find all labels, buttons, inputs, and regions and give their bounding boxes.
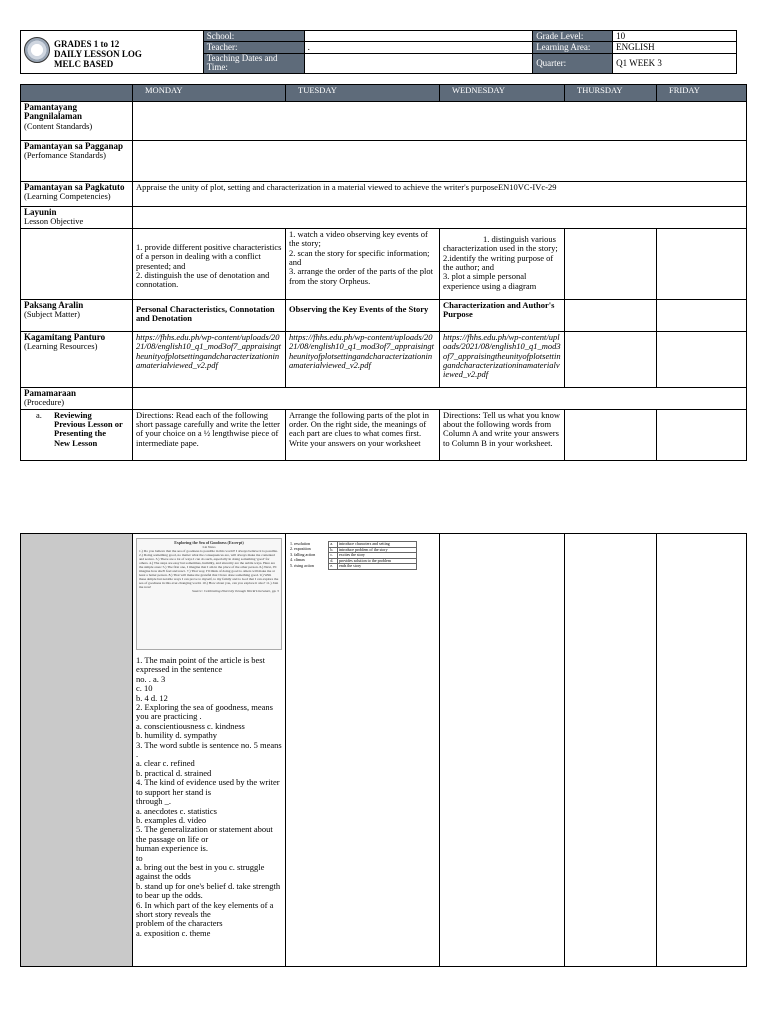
plot-part-meaning: introduce problem of the story: [337, 547, 416, 553]
quiz-line: a. bring out the best in you c. struggle against the odds: [136, 861, 265, 882]
continued-thursday: [565, 534, 657, 967]
review-title: [54, 411, 123, 449]
grade-label: Grade Level:: [533, 31, 613, 42]
performance-standards-row: [21, 141, 747, 182]
subject-text: Characterization and Author's Purpose: [443, 299, 555, 320]
continued-monday: [133, 534, 286, 967]
objective-friday: [657, 228, 747, 299]
lesson-log-table: [20, 84, 747, 461]
row-title: Pamamaraan: [24, 387, 76, 398]
objective-item: 1. provide different positive characteristics of a person in dealing with a conflict presented; and: [136, 241, 282, 271]
objective-item: 2. scan the story for specific information; and: [289, 247, 430, 268]
plot-part-name: 3. falling action: [290, 552, 316, 557]
quiz-line: 4. The kind of evidence used by the writer to support her stand is: [136, 777, 280, 797]
review-label: [21, 409, 133, 460]
objectives-row: [21, 228, 747, 299]
review-title-line: Reviewing: [54, 409, 92, 420]
plot-part-letter: b.: [329, 547, 338, 553]
subject-friday: [657, 299, 747, 331]
review-tuesday: Arrange the following parts of the plot in order. On the right side, the meanings of each part are clues to what comes first. Write your answers on your worksheet: [286, 409, 440, 460]
header-title: [54, 39, 142, 69]
competencies-row: [21, 182, 747, 207]
plot-part-meaning: provides solution to the problem: [337, 558, 416, 564]
day-thursday: THURSDAY: [565, 85, 657, 102]
subject-wednesday: [440, 299, 565, 331]
review-monday: Directions: Read each of the following short passage carefully and write the letter of your choice on a ½ lengthwise piece of intermediate pape.: [133, 409, 286, 460]
header-title-line: GRADES 1 to 12: [54, 39, 120, 49]
resource-link-wednesday[interactable]: https://fhhs.edu.ph/wp-content/uploads/2021/08/english10_q1_mod3of7_appraisingtheunityofplotsettingandcharacterizationinamaterialviewed_v2.pdf: [440, 331, 565, 387]
plot-part-letter: e.: [329, 564, 338, 570]
teacher-value: .: [304, 42, 533, 53]
performance-standards-cell: [133, 141, 747, 182]
resource-thursday: [565, 331, 657, 387]
objective-item: 2.identify the writing purpose of the author; and: [443, 252, 554, 273]
objectives-empty-label: [21, 228, 133, 299]
row-subtitle: (Content Standards): [24, 120, 93, 131]
row-subtitle: Lesson Objective: [24, 216, 84, 227]
row-subtitle: (Subject Matter): [24, 309, 80, 320]
header-title-line: MELC BASED: [54, 59, 114, 69]
quiz-questions: [136, 656, 282, 938]
day-monday: MONDAY: [133, 85, 286, 102]
quiz-line: 6. In which part of the key elements of a short story reveals the: [136, 899, 274, 919]
objective-item: 3. arrange the order of the parts of the plot from the story Orpheus.: [289, 266, 433, 286]
subject-text: Personal Characteristics, Connotation and Denotation: [136, 303, 275, 324]
review-thursday: [565, 409, 657, 460]
row-subtitle: (Procedure): [24, 397, 65, 408]
row-title: Pamantayang Pangnilalaman: [24, 102, 83, 122]
plot-part-meaning: ends the story: [337, 564, 416, 570]
review-friday: [657, 409, 747, 460]
plot-part-name: 2. exposition: [290, 547, 311, 552]
quiz-line: b. humility d. sympathy: [136, 730, 217, 741]
plot-part-name: 4. climax: [290, 558, 305, 563]
subject-text: Observing the Key Events of the Story: [289, 303, 429, 314]
objective-item: 1. distinguish various characterization used in the story;: [443, 233, 558, 254]
quiz-line: 5. The generalization or statement about the passage on life or: [136, 824, 273, 844]
row-title: Kagamitang Panturo: [24, 331, 106, 342]
deped-seal-logo: [24, 37, 50, 63]
subject-matter-label: [21, 299, 133, 331]
objective-item: 3. plot a simple personal experience using a diagram: [443, 271, 537, 291]
dates-label: Teaching Dates and Time:: [203, 53, 304, 74]
content-standards-cell: [133, 102, 747, 141]
review-label-wrap: [24, 411, 129, 449]
row-title: Pamantayan sa Pagganap: [24, 141, 124, 151]
excerpt-source: Source: Celebrating Diversity through World Literature, pp. 5: [192, 589, 279, 593]
area-value: ENGLISH: [613, 42, 737, 53]
quiz-line: a. exposition c. theme: [136, 927, 211, 938]
plot-part-letter: a.: [329, 542, 338, 548]
review-row: [21, 409, 747, 460]
quarter-value: Q1 WEEK 3: [613, 53, 737, 74]
continued-friday: [657, 534, 747, 967]
quiz-line: to: [136, 852, 143, 863]
plot-part-row: [289, 564, 417, 570]
row-subtitle: (Learning Competencies): [24, 191, 111, 202]
objective-thursday: [565, 228, 657, 299]
review-continued-row: [21, 534, 747, 967]
header-table: [20, 30, 737, 74]
procedure-row: [21, 387, 747, 409]
procedure-cell: [133, 387, 747, 409]
review-letter: a.: [36, 409, 42, 420]
school-label: School:: [203, 31, 304, 42]
day-wednesday: WEDNESDAY: [440, 85, 565, 102]
row-title: Layunin: [24, 207, 57, 217]
teacher-label: Teacher:: [203, 42, 304, 53]
subject-monday: [133, 299, 286, 331]
row-title: Pamantayan sa Pagkatuto: [24, 182, 125, 192]
quiz-line: b. examples d. video: [136, 814, 207, 825]
day-tuesday: TUESDAY: [286, 85, 440, 102]
review-title-line: Presenting the: [54, 428, 107, 439]
row-subtitle: (Learning Resources): [24, 341, 98, 352]
day-header-row: [21, 85, 747, 102]
resource-link-tuesday[interactable]: https://fhhs.edu.ph/wp-content/uploads/2021/08/english10_q1_mod3of7_appraisingtheunityofplotsettingandcharacterizationinamaterialviewed_v2.pdf: [286, 331, 440, 387]
continued-label-cell: [21, 534, 133, 967]
subject-tuesday: [286, 299, 440, 331]
continued-tuesday: [286, 534, 440, 967]
review-title-line: Previous Lesson or: [54, 419, 123, 430]
learning-resources-label: [21, 331, 133, 387]
quiz-line: no. . a. 3: [136, 673, 166, 684]
procedure-label: [21, 387, 133, 409]
row-title: Paksang Aralin: [24, 299, 84, 310]
objective-wednesday: [440, 228, 565, 299]
review-wednesday: Directions: Tell us what you know about the following words from Column A and write your answers to Column B in your worksheet.: [440, 409, 565, 460]
row-subtitle: (Perfomance Standards): [24, 150, 106, 161]
plot-part-letter: d.: [329, 558, 338, 564]
competencies-label: [21, 182, 133, 207]
school-value: [304, 31, 533, 42]
competencies-text: Appraise the unity of plot, setting and characterization in a material viewed to achieve the writer's purposeEN10VC-IVc-29: [133, 182, 747, 207]
header-logo-cell: [21, 31, 204, 74]
plot-part-name: 5. rising action: [290, 563, 314, 568]
objective-label-row: [21, 207, 747, 229]
area-label: Learning Area:: [533, 42, 613, 53]
quiz-line: 1. The main point of the article is best expressed in the sentence: [136, 655, 265, 675]
excerpt-title: Exploring the Sea of Goodness (Excerpt): [174, 540, 244, 545]
quiz-line: c. 10: [136, 683, 153, 694]
review-title-line: New Lesson: [54, 437, 98, 448]
resource-link-monday[interactable]: https://fhhs.edu.ph/wp-content/uploads/2021/08/english10_q1_mod3of7_appraisingtheunityofplotsettingandcharacterizationinamaterialviewed_v2.pdf: [133, 331, 286, 387]
header-title-line: DAILY LESSON LOG: [54, 49, 142, 59]
objective-item: 1. watch a video observing key events of the story;: [289, 228, 428, 249]
quiz-line: a. anecdotes c. statistics: [136, 805, 217, 816]
quiz-line: problem of the characters: [136, 918, 223, 929]
objective-monday: [133, 228, 286, 299]
excerpt-author: Liz Nano: [202, 545, 216, 549]
quiz-line: a. conscientiousness c. kindness: [136, 720, 245, 731]
dates-value: [304, 53, 533, 74]
quiz-line: b. 4 d. 12: [136, 692, 168, 703]
objective-tuesday: [286, 228, 440, 299]
quiz-line: 3. The word subtle is sentence no. 5 means .: [136, 739, 282, 760]
quiz-line: a. clear c. refined: [136, 758, 195, 769]
excerpt-image: [136, 538, 282, 650]
learning-resources-row: [21, 331, 747, 387]
objective-label: [21, 207, 133, 229]
quiz-line: through _.: [136, 796, 171, 807]
performance-standards-label: [21, 141, 133, 182]
corner-cell: [21, 85, 133, 102]
plot-part-name: 1. resolution: [290, 541, 310, 546]
plot-parts-table: [289, 541, 417, 570]
excerpt-body: 1.) Do you believe that the sea of goodness is possible in this world? I always believe it is possible. 2.) Doing something good, no matter what the consequences are, will always make me contented and secure. 3.) There are a lot of ways I can do such, especially in doing something 'good' for others. 4.) The steps are easy but sometimes, humility, and sincerity are the subtle ways. Here are the simple ones: 5.) The first one, I imagine that I am in the place of the other person. 6.) Next, I'll imagine how she'll feel and react. 7.) That way, I'll think of doing good to others will make me at least a better person. 8.) That will make me grateful that I have done something good. 9.) With these simple but notable ways I can prove to myself, to my family and to God that I can explore the sea of goodness in this ever-changing world. 10.) How about you, can you explore it also? 11.) Join me now!: [139, 549, 279, 589]
objective-item: 2. distinguish the use of denotation and connotation.: [136, 270, 270, 290]
subject-matter-row: [21, 299, 747, 331]
continued-wednesday: [440, 534, 565, 967]
quiz-line: b. practical d. strained: [136, 767, 212, 778]
subject-thursday: [565, 299, 657, 331]
plot-part-meaning: excites the story: [337, 553, 416, 559]
plot-part-letter: c.: [329, 553, 338, 559]
quarter-label: Quarter:: [533, 53, 613, 74]
quiz-line: b. stand up for one's belief d. take strength to bear up the odds.: [136, 880, 281, 901]
day-friday: FRIDAY: [657, 85, 747, 102]
objective-header-cell: [133, 207, 747, 229]
quiz-line: 2. Exploring the sea of goodness, means you are practicing .: [136, 702, 273, 722]
grade-value: 10: [613, 31, 737, 42]
content-standards-label: [21, 102, 133, 141]
quiz-line: human experience is.: [136, 843, 208, 854]
resource-friday: [657, 331, 747, 387]
content-standards-row: [21, 102, 747, 141]
lesson-log-table-continued: [20, 533, 747, 967]
plot-part-meaning: introduce characters and setting: [337, 542, 416, 548]
